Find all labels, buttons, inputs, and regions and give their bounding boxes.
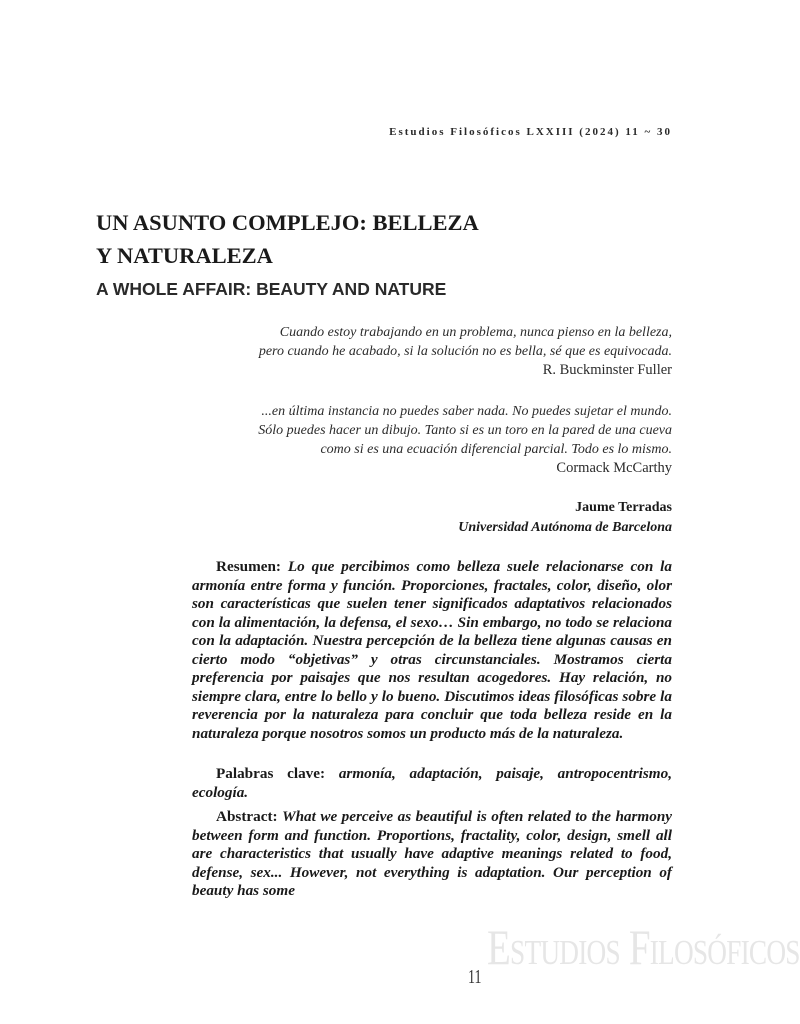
resumen-paragraph xyxy=(192,558,672,743)
abstract-text: What we perceive as beautiful is often related to the harmony between form and function. Proportions, fractality, color, design, smell all are characteristics that usually have adaptive meanings related to food, defense, sex... However, not everything is adaptation. Our perception of beauty has some xyxy=(192,808,673,899)
article-title xyxy=(96,206,656,272)
journal-watermark: Estudios Filosóficos xyxy=(487,919,800,975)
resumen-label: Resumen: xyxy=(216,558,281,575)
title-line-2: Y NATURALEZA xyxy=(96,243,273,268)
english-title: A WHOLE AFFAIR: BEAUTY AND NATURE xyxy=(96,279,447,299)
epigraph-2-line-2: Sólo puedes hacer un dibujo. Tanto si es un toro en la pared de una cueva xyxy=(258,423,672,438)
epigraph-1-line-1: Cuando estoy trabajando en un problema, nunca pienso en la belleza, xyxy=(279,325,672,340)
page-number: 11 xyxy=(468,966,482,988)
running-head: Estudios Filosóficos LXXIII (2024) 11 ~ 30 xyxy=(389,126,672,138)
title-line-1: UN ASUNTO COMPLEJO: BELLEZA xyxy=(96,210,479,235)
epigraph-2-author: Cormack McCarthy xyxy=(556,460,672,476)
epigraph-1 xyxy=(192,323,672,380)
resumen-text: Lo que percibimos como belleza suele relacionarse con la armonía entre forma y función. Proporciones, fractales, color, diseño, olor son características que suelen tener significados adaptativos relacionados con la alimentación, la defensa, el sexo… Sin embargo, no todo se relaciona con la adaptación. Nuestra percepción de la belleza tiene algunas causas en cierto modo “objetivas” y otras circunstanciales. Mostramos cierta preferencia por paisajes que nos resultan acogedores. Hay relación, no siempre clara, entre lo bello y lo bueno. Discutimos ideas filosóficas sobre la reverencia por la naturaleza para concluir que toda belleza reside en la naturaleza porque nosotros somos un producto más de la naturaleza. xyxy=(192,558,672,742)
abstract-label: Abstract: xyxy=(216,808,278,825)
author-affiliation: Universidad Autónoma de Barcelona xyxy=(458,520,672,535)
keywords-text: armonía, adaptación, paisaje, antropocentrismo, ecología. xyxy=(192,765,673,801)
abstract-paragraph xyxy=(192,808,672,900)
epigraph-2 xyxy=(192,402,672,478)
epigraph-2-line-3: como si es una ecuación diferencial parcial. Todo es lo mismo. xyxy=(320,442,672,457)
epigraph-1-line-2: pero cuando he acabado, si la solución no es bella, sé que es equivocada. xyxy=(258,344,672,359)
epigraph-2-line-1: ...en última instancia no puedes saber nada. No puedes sujetar el mundo. xyxy=(261,404,672,419)
keywords-paragraph xyxy=(192,765,672,802)
keywords-label: Palabras clave: xyxy=(216,765,326,782)
epigraph-1-author: R. Buckminster Fuller xyxy=(542,362,672,378)
author-name: Jaume Terradas xyxy=(575,500,672,515)
